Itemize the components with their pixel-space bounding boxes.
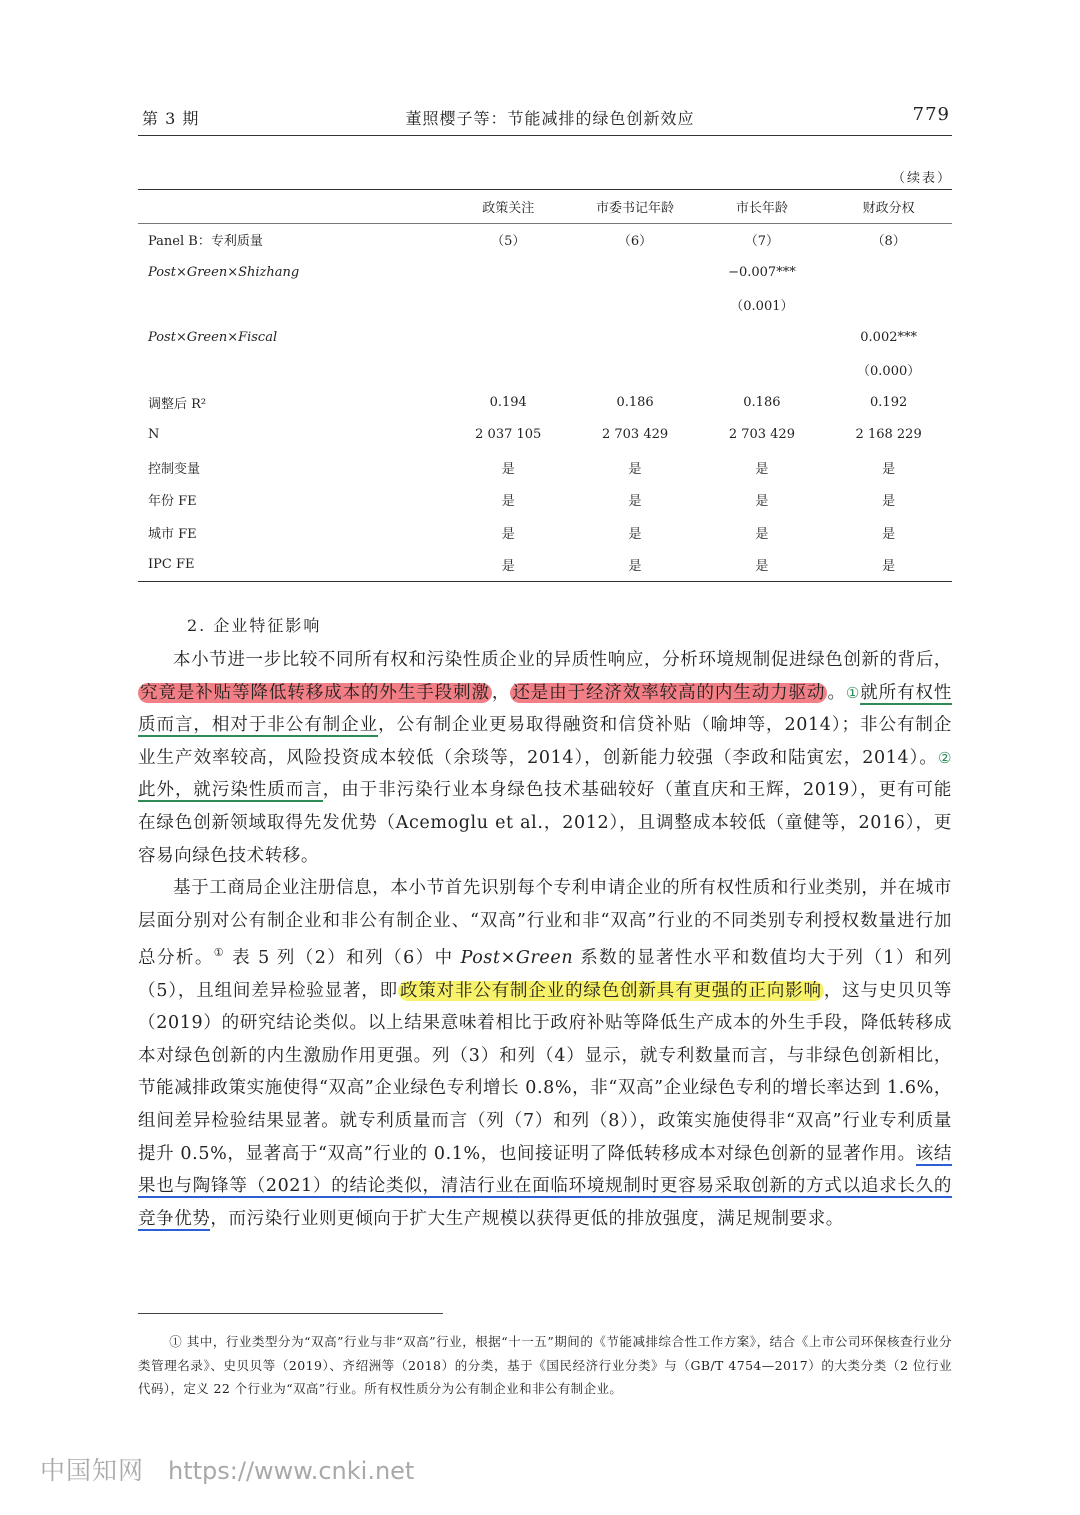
table-row — [138, 289, 952, 322]
table-cell: 是 — [445, 549, 572, 582]
table-cell: 2 037 105 — [475, 427, 542, 443]
table-cell: （8） — [871, 234, 906, 250]
table-cell: 是 — [882, 494, 896, 510]
row-label: Post×Green×Fiscal — [148, 329, 278, 345]
table-cell: （0.000） — [857, 364, 921, 380]
table-cell — [572, 354, 699, 387]
column-header: 市长年龄 — [699, 190, 826, 224]
table-cell: 是 — [628, 494, 642, 510]
table-cell: −0.007*** — [728, 264, 796, 280]
table-cell: 0.192 — [870, 394, 908, 410]
table-cell — [699, 321, 826, 354]
row-label: N — [148, 427, 160, 443]
table-cell — [572, 256, 699, 289]
table-cell: 2 168 229 — [855, 427, 922, 443]
table-row — [138, 354, 952, 387]
running-header-title: 董照樱子等：节能减排的绿色创新效应 — [405, 109, 695, 128]
table-cell: 是 — [628, 461, 642, 477]
row-label — [138, 289, 445, 322]
highlight-red: 还是由于经济效率较高的内生动力驱动 — [512, 682, 826, 703]
footnote-rule — [138, 1313, 443, 1314]
table-cell — [445, 321, 572, 354]
row-label: IPC FE — [138, 549, 445, 582]
footnote — [138, 1330, 952, 1401]
row-label: 城市 FE — [148, 526, 197, 542]
table-cell — [572, 321, 699, 354]
row-label: Post×Green×Shizhang — [148, 264, 300, 280]
table-row — [138, 386, 952, 419]
handwritten-mark-one: ① — [845, 683, 861, 702]
table-cell: 是 — [882, 461, 896, 477]
underline-green: 就所有权性质而言，相对于非公有制企业 — [138, 682, 953, 736]
footnote-text: ① 其中，行业类型分为“双高”行业与非“双高”行业，根据“十一五”期间的《节能减排综合性工作方案》，结合《上市公司环保核查行业分类管理名录》、史贝贝等（2019）、齐绍洲等（2018）的分类，基于《国民经济行业分类》与（GB/T 4754—2017）的大类分类（2 位行业代码），定义 22 个行业为“双高”行业。所有权性质分为公有制企业和非公有制企业。 — [138, 1334, 952, 1396]
table-cell: 是 — [501, 461, 515, 477]
watermark-brand: 中国知网 — [40, 1456, 145, 1485]
handwritten-mark-two: ② — [937, 748, 952, 767]
paragraph-analysis: 基于工商局企业注册信息，本小节首先识别每个专利申请企业的所有权性质和行业类别，并在城市层面分别对公有制企业和非公有制企业、“双高”行业和非“双高”行业的不同类别专利授权数量进行加总分析。① 表 5 列（2）和列（6）中 Post×Green 系数的显著性水平和数值均大于列（1）和列（5），且组间差异检验显著，即 政策对非公有制企业的绿色创新具有更强的正向影响 ，这与史贝贝等（2019）的研究结论类似。以上结果意味着相比于政府补贴等降低生产成本的外生手段，降低转移成本对绿色创新的内生激励作用更强。列（3）和列（4）显示，就专利数量而言，与非绿色创新相比，节能减排政策实施使得“双高”企业绿色专利增长 0.8%，非“双高”企业绿色专利的增长率达到 1.6%，组间差异检验结果显著。就专利质量而言（列（7）和列（8）），政策实施使得非“双高”行业专利质量提升 0.5%，显著高于“双高”行业的 0.1%，也间接证明了降低转移成本对绿色创新的显著作用。该结果也与陶锋等（2021）的结论类似，清洁行业在面临环境规制时更容易采取创新的方式以追求长久的竞争优势，而污染行业则更倾向于扩大生产规模以获得更低的排放强度，满足规制要求。 — [138, 878, 953, 1229]
footnote-reference[interactable]: ① — [213, 946, 226, 960]
table-cell: 是 — [755, 494, 769, 510]
table-continued-label: （续表） — [891, 171, 952, 186]
table-row — [138, 256, 952, 289]
table-cell: （6） — [617, 234, 653, 250]
table-cell: 2 703 429 — [728, 427, 795, 443]
row-label: 控制变量 — [148, 461, 201, 477]
underline-green: 此外，就污染性质而言 — [138, 780, 323, 801]
table-cell: 是 — [699, 549, 826, 582]
table-cell: 2 703 429 — [601, 427, 669, 443]
table-cell: 0.186 — [616, 394, 654, 410]
table-cell — [445, 289, 572, 322]
table-cell — [699, 354, 826, 387]
table-cell: 0.194 — [489, 394, 527, 410]
page-number: 779 — [912, 104, 950, 125]
underline-blue: 该结果也与陶锋等（2021）的结论类似，清洁行业在面临环境规制时更容易采取创新的方式以追求长久的竞争优势 — [138, 1143, 953, 1229]
column-header: 财政分权 — [825, 190, 952, 224]
table-cell — [572, 289, 699, 322]
table-row — [138, 451, 952, 484]
table-cell: （0.001） — [730, 299, 794, 315]
table-header-row — [138, 190, 952, 224]
highlight-red: 究竟是补贴等降低转移成本的外生手段刺激 — [140, 682, 490, 703]
column-header: 市委书记年龄 — [572, 190, 699, 224]
table-cell: 是 — [825, 549, 952, 582]
variable-name: Post×Green — [460, 948, 574, 969]
table-cell — [825, 289, 952, 322]
table-cell: 是 — [628, 526, 642, 542]
table-cell — [825, 256, 952, 289]
highlight-yellow: 政策对非公有制企业的绿色创新具有更强的正向影响 — [400, 980, 822, 1001]
table-cell: 0.002*** — [860, 329, 917, 345]
table-row — [138, 516, 952, 549]
table-cell — [445, 256, 572, 289]
table-row — [138, 321, 952, 354]
row-label: Panel B：专利质量 — [148, 234, 263, 250]
table-cell: （7） — [744, 234, 780, 250]
table-cell: 0.186 — [743, 394, 781, 410]
table-row — [138, 419, 952, 452]
header-rule — [138, 135, 952, 136]
table-cell: （5） — [491, 234, 526, 250]
table-row — [138, 484, 952, 517]
row-label: 年份 FE — [148, 494, 197, 510]
row-label — [138, 354, 445, 387]
table-cell: 是 — [755, 461, 769, 477]
paragraph-firm-characteristics: 本小节进一步比较不同所有权和污染性质企业的异质性响应，分析环境规制促进绿色创新的背后，究竟是补贴等降低转移成本的外生手段刺激 ， 还是由于经济效率较高的内生动力驱动 。①就所有权性质而言，相对于非公有制企业，公有制企业更易取得融资和信贷补贴（喻坤等，2014）；非公有制企业生产效率较高，风险投资成本较低（余琰等，2014），创新能力较强（李政和陆寅宏，2014）。②此外，就污染性质而言，由于非污染行业本身绿色技术基础较好（董直庆和王辉，2019），更有可能在绿色创新领域取得先发优势（Acemoglu et al.，2012），且调整成本较低（童健等，2016），更容易向绿色技术转移。 — [138, 650, 953, 866]
table-cell: 是 — [501, 494, 515, 510]
section-heading: 2. 企业特征影响 — [187, 616, 322, 635]
watermark — [40, 1451, 414, 1487]
table-cell: 是 — [755, 526, 769, 542]
regression-table — [138, 189, 952, 582]
table-cell: 是 — [501, 526, 515, 542]
table-cell: 是 — [572, 549, 699, 582]
table-row — [138, 549, 952, 582]
table-cell — [445, 354, 572, 387]
table-row — [138, 223, 952, 256]
watermark-url: https://www.cnki.net — [168, 1457, 415, 1485]
column-header: 政策关注 — [445, 190, 572, 224]
running-header-issue: 第 3 期 — [142, 109, 200, 128]
table-cell: 是 — [882, 526, 896, 542]
row-label: 调整后 R² — [148, 396, 207, 412]
